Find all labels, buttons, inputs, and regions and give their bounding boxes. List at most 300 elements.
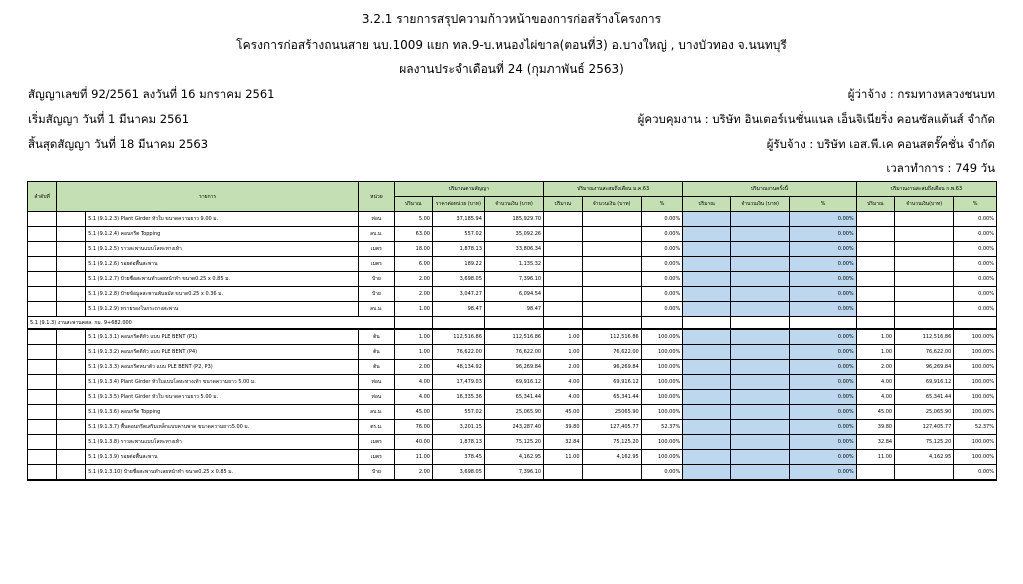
- row-unit: เมตร: [359, 435, 394, 450]
- row-current-amount: [731, 360, 790, 375]
- row-prev-amount: [582, 227, 641, 242]
- row-item: 5.1 (9.1.2.7) ป้ายชื่อสะพานทำเลยหน้าทำ ขนาด0.25 x 0.85 ม.: [86, 272, 359, 287]
- row-contract-amount: 112,516.86: [484, 329, 543, 345]
- row-sub-seq: [57, 390, 86, 405]
- row-unit: ป้าย: [359, 287, 394, 302]
- row-current-amount: [731, 242, 790, 257]
- table-row: [28, 375, 997, 390]
- row-contract-qty: 2.00: [394, 360, 432, 375]
- row-prev-qty: 2.00: [544, 360, 582, 375]
- row-prev-amount: [582, 465, 641, 481]
- row-prev-amount: 69,916.12: [582, 375, 641, 390]
- row-cum-qty: 32.84: [856, 435, 894, 450]
- row-prev-pct: 100.00%: [641, 390, 683, 405]
- row-cum-qty: [856, 242, 894, 257]
- row-contract-qty: 76.00: [394, 420, 432, 435]
- row-seq: [28, 242, 57, 257]
- row-current-qty: [683, 465, 731, 481]
- row-contract-amount: 96,269.84: [484, 360, 543, 375]
- row-current-amount: [731, 257, 790, 272]
- row-current-pct: 0.00%: [790, 272, 856, 287]
- row-current-pct: 0.00%: [790, 360, 856, 375]
- table-row: [28, 212, 997, 227]
- row-item: 5.1 (9.1.3.7) พื้นคอนกรีตเสริมเหล็กแบบคานพาด ขนาดความยาว5.00 ม.: [86, 420, 359, 435]
- col-qty: ปริมาณ: [683, 197, 731, 212]
- row-cum-amount: [895, 302, 954, 317]
- row-prev-amount: 25065.90: [582, 405, 641, 420]
- row-contract-amount: 75,125.20: [484, 435, 543, 450]
- row-item: 5.1 (9.1.2.9) ทรายรองในกระถางสะพาน: [86, 302, 359, 317]
- row-contract-amount: 243,287.40: [484, 420, 543, 435]
- row-current-pct: 0.00%: [790, 465, 856, 481]
- row-contract-amount: 6,094.54: [484, 287, 543, 302]
- row-sub-seq: [57, 450, 86, 465]
- row-cum-amount: [895, 272, 954, 287]
- row-current-qty: [683, 287, 731, 302]
- row-seq: [28, 420, 57, 435]
- row-current-qty: [683, 257, 731, 272]
- table-row: [28, 390, 997, 405]
- row-contract-amount: 7,396.10: [484, 272, 543, 287]
- row-prev-qty: 32.84: [544, 435, 582, 450]
- row-contract-qty: 1.00: [394, 302, 432, 317]
- row-contract-qty: 4.00: [394, 375, 432, 390]
- row-item: 5.1 (9.1.3.4) Plant Girder หัวใบแบบโลหะทางเท้า ขนาดความยาว 5.00 ม.: [86, 375, 359, 390]
- row-prev-pct: 100.00%: [641, 375, 683, 390]
- row-seq: [28, 287, 57, 302]
- row-prev-amount: [582, 257, 641, 272]
- row-cum-qty: [856, 287, 894, 302]
- row-current-qty: [683, 390, 731, 405]
- row-prev-pct: 100.00%: [641, 450, 683, 465]
- row-cum-qty: 4.00: [856, 375, 894, 390]
- col-qty: ปริมาณ: [856, 197, 894, 212]
- row-cum-amount: [895, 242, 954, 257]
- row-cum-qty: [856, 302, 894, 317]
- contractor: ผู้รับจ้าง : บริษัท เอส.พี.เค คอนสตรั๊คชั่น จำกัด: [766, 137, 995, 151]
- table-row: [28, 242, 997, 257]
- row-prev-qty: 11.00: [544, 450, 582, 465]
- row-contract-qty: 2.00: [394, 272, 432, 287]
- row-unit-price: 98.47: [432, 302, 484, 317]
- row-contract-qty: 4.00: [394, 390, 432, 405]
- row-sub-seq: [57, 405, 86, 420]
- table-row: [28, 420, 997, 435]
- table-row: [28, 465, 997, 481]
- row-unit-price: 378.45: [432, 450, 484, 465]
- row-current-pct: 0.00%: [790, 390, 856, 405]
- row-sub-seq: [57, 302, 86, 317]
- row-prev-qty: 39.80: [544, 420, 582, 435]
- row-prev-amount: [582, 302, 641, 317]
- row-seq: [28, 390, 57, 405]
- row-current-amount: [731, 329, 790, 345]
- row-sub-seq: [57, 360, 86, 375]
- group-row: [28, 317, 997, 330]
- row-sub-seq: [57, 420, 86, 435]
- row-current-qty: [683, 329, 731, 345]
- row-cum-amount: 96,269.84: [895, 360, 954, 375]
- items-header: รายการ: [57, 182, 359, 212]
- row-contract-amount: 98.47: [484, 302, 543, 317]
- row-unit-price: 76,622.00: [432, 345, 484, 360]
- row-sub-seq: [57, 465, 86, 481]
- row-unit-price: 37,185.94: [432, 212, 484, 227]
- row-cum-amount: 75,125.20: [895, 435, 954, 450]
- row-sub-seq: [57, 272, 86, 287]
- row-unit-price: 557.02: [432, 405, 484, 420]
- row-sub-seq: [57, 227, 86, 242]
- row-item: 5.1 (9.1.2.4) คอนกรีต Topping: [86, 227, 359, 242]
- table-group-section: [28, 317, 997, 330]
- row-prev-pct: 0.00%: [641, 272, 683, 287]
- row-cum-amount: [895, 227, 954, 242]
- table-row: [28, 405, 997, 420]
- row-cum-qty: 4.00: [856, 390, 894, 405]
- row-contract-qty: 2.00: [394, 465, 432, 481]
- row-item: 5.1 (9.1.2.3) Plant Girder หัวใบ ขนาดความยาว 9.00 ม.: [86, 212, 359, 227]
- row-seq: [28, 450, 57, 465]
- row-seq: [28, 375, 57, 390]
- group-label: 5.1 (9.1.3) งานสะพานคสล. กม. 9+682.000: [28, 317, 395, 330]
- contract-number: สัญญาเลขที่ 92/2561 ลงวันที่ 16 มกราคม 2561: [28, 87, 275, 101]
- contract-start: เริ่มสัญญา วันที่ 1 มีนาคม 2561: [28, 112, 190, 126]
- row-unit-price: 17,479.03: [432, 375, 484, 390]
- row-prev-amount: [582, 242, 641, 257]
- row-current-qty: [683, 345, 731, 360]
- row-current-pct: 0.00%: [790, 420, 856, 435]
- row-contract-amount: 65,341.44: [484, 390, 543, 405]
- row-unit-price: 48,134.92: [432, 360, 484, 375]
- row-current-pct: 0.00%: [790, 375, 856, 390]
- row-cum-qty: 2.00: [856, 360, 894, 375]
- row-cum-qty: 45.00: [856, 405, 894, 420]
- row-prev-amount: 76,622.00: [582, 345, 641, 360]
- row-current-amount: [731, 405, 790, 420]
- row-cum-qty: [856, 272, 894, 287]
- row-unit: เมตร: [359, 257, 394, 272]
- row-prev-qty: [544, 302, 582, 317]
- row-current-amount: [731, 420, 790, 435]
- row-seq: [28, 227, 57, 242]
- row-prev-qty: 45.00: [544, 405, 582, 420]
- cum-header: ปริมาณงานสะสมถึงเดือน ก.พ.63: [856, 182, 996, 197]
- row-item: 5.1 (9.1.3.2) คอนกรีตตีหัว แบบ PLE BENT (P4): [86, 345, 359, 360]
- row-unit-price: 112,516.86: [432, 329, 484, 345]
- row-current-amount: [731, 287, 790, 302]
- row-unit: ตร.ม.: [359, 420, 394, 435]
- row-item: 5.1 (9.1.2.5) ราวสะพานแบบโลหะทางเท้า: [86, 242, 359, 257]
- progress-table: [27, 181, 997, 481]
- row-seq: [28, 405, 57, 420]
- row-prev-pct: 0.00%: [641, 212, 683, 227]
- row-cum-pct: 0.00%: [954, 465, 997, 481]
- table-row: [28, 450, 997, 465]
- row-contract-qty: 45.00: [394, 405, 432, 420]
- row-sub-seq: [57, 375, 86, 390]
- row-cum-qty: 11.00: [856, 450, 894, 465]
- row-seq: [28, 465, 57, 481]
- row-current-qty: [683, 242, 731, 257]
- row-unit-price: 3,047.27: [432, 287, 484, 302]
- row-sub-seq: [57, 242, 86, 257]
- row-cum-pct: 0.00%: [954, 287, 997, 302]
- row-sub-seq: [57, 345, 86, 360]
- row-current-qty: [683, 375, 731, 390]
- table-header-row: [28, 182, 997, 197]
- row-current-amount: [731, 450, 790, 465]
- table-row: [28, 360, 997, 375]
- row-seq: [28, 257, 57, 272]
- row-cum-qty: 1.00: [856, 329, 894, 345]
- table-row: [28, 345, 997, 360]
- row-contract-amount: 185,929.70: [484, 212, 543, 227]
- row-sub-seq: [57, 212, 86, 227]
- row-current-amount: [731, 227, 790, 242]
- row-prev-qty: [544, 287, 582, 302]
- row-cum-qty: [856, 257, 894, 272]
- row-prev-amount: [582, 212, 641, 227]
- row-unit: ป้าย: [359, 272, 394, 287]
- row-cum-pct: 0.00%: [954, 242, 997, 257]
- row-current-qty: [683, 360, 731, 375]
- row-contract-amount: 4,162.95: [484, 450, 543, 465]
- current-header: ปริมาณงานครั้งนี้: [683, 182, 856, 197]
- row-item: 5.1 (9.1.2.6) รอยต่อพื้นสะพาน: [86, 257, 359, 272]
- row-cum-pct: 100.00%: [954, 435, 997, 450]
- row-cum-amount: [895, 465, 954, 481]
- row-seq: [28, 212, 57, 227]
- row-item: 5.1 (9.1.3.6) คอนกรีต Topping: [86, 405, 359, 420]
- contract-end: สิ้นสุดสัญญา วันที่ 18 มีนาคม 2563: [28, 137, 209, 151]
- row-cum-pct: 0.00%: [954, 212, 997, 227]
- row-item: 5.1 (9.1.3.8) ราวสะพานแบบโลหะทางเท้า: [86, 435, 359, 450]
- row-unit: ลบ.ม.: [359, 405, 394, 420]
- row-cum-qty: [856, 465, 894, 481]
- row-cum-pct: 100.00%: [954, 329, 997, 345]
- row-prev-qty: 4.00: [544, 375, 582, 390]
- row-prev-pct: 100.00%: [641, 405, 683, 420]
- row-prev-qty: 1.00: [544, 329, 582, 345]
- row-cum-pct: 100.00%: [954, 360, 997, 375]
- row-contract-qty: 1.00: [394, 345, 432, 360]
- col-qty: ปริมาณ: [394, 197, 432, 212]
- row-prev-qty: [544, 272, 582, 287]
- row-prev-pct: 0.00%: [641, 465, 683, 481]
- row-current-pct: 0.00%: [790, 329, 856, 345]
- row-prev-pct: 0.00%: [641, 257, 683, 272]
- row-unit: ป้าย: [359, 465, 394, 481]
- seq-header: ลำดับที่: [28, 182, 57, 212]
- row-current-amount: [731, 390, 790, 405]
- row-current-qty: [683, 302, 731, 317]
- row-current-qty: [683, 435, 731, 450]
- project-name: โครงการก่อสร้างถนนสาย นบ.1009 แยก ทล.9-บ.หนองไผ่ขาล(ตอนที่3) อ.บางใหญ่ , บางบัวทอง จ.นนทบุรี: [236, 38, 787, 52]
- row-current-pct: 0.00%: [790, 450, 856, 465]
- col-pct: %: [954, 197, 997, 212]
- row-seq: [28, 329, 57, 345]
- table-row: [28, 257, 997, 272]
- row-contract-qty: 5.00: [394, 212, 432, 227]
- table-row: [28, 287, 997, 302]
- row-prev-qty: [544, 465, 582, 481]
- row-contract-amount: 33,806.34: [484, 242, 543, 257]
- row-prev-pct: 100.00%: [641, 435, 683, 450]
- row-prev-amount: 65,341.44: [582, 390, 641, 405]
- row-prev-amount: 127,405.77: [582, 420, 641, 435]
- table-row: [28, 435, 997, 450]
- table-row: [28, 302, 997, 317]
- row-prev-pct: 100.00%: [641, 360, 683, 375]
- unit-header: หน่วย: [359, 182, 394, 212]
- row-sub-seq: [57, 287, 86, 302]
- row-item: 5.1 (9.1.3.5) Plant Girder หัวใบ ขนาดความยาว 5.00 ม.: [86, 390, 359, 405]
- row-cum-amount: 127,405.77: [895, 420, 954, 435]
- row-unit-price: 1,878.13: [432, 242, 484, 257]
- row-current-amount: [731, 465, 790, 481]
- row-unit: ท่อน: [359, 390, 394, 405]
- row-cum-amount: 112,516.86: [895, 329, 954, 345]
- row-contract-qty: 11.00: [394, 450, 432, 465]
- row-current-amount: [731, 302, 790, 317]
- row-prev-qty: [544, 242, 582, 257]
- col-pct: %: [641, 197, 683, 212]
- row-prev-amount: 4,162.95: [582, 450, 641, 465]
- row-contract-qty: 6.00: [394, 257, 432, 272]
- row-prev-amount: 112,516.86: [582, 329, 641, 345]
- row-seq: [28, 435, 57, 450]
- prev-header: ปริมาณงานสะสมถึงเดือน ม.ค.63: [544, 182, 683, 197]
- work-duration: เวลาทำการ : 749 วัน: [886, 161, 995, 175]
- row-prev-qty: [544, 227, 582, 242]
- row-current-qty: [683, 227, 731, 242]
- row-contract-amount: 25,065.90: [484, 405, 543, 420]
- row-current-qty: [683, 272, 731, 287]
- row-current-qty: [683, 450, 731, 465]
- row-current-pct: 0.00%: [790, 287, 856, 302]
- row-cum-pct: 52.37%: [954, 420, 997, 435]
- row-prev-amount: 96,269.84: [582, 360, 641, 375]
- row-contract-amount: 7,396.10: [484, 465, 543, 481]
- row-item: 5.1 (9.1.2.8) ป้ายข้อมูลสะพานพันธมัส ขนาด0.25 x 0.36 ม.: [86, 287, 359, 302]
- row-current-pct: 0.00%: [790, 242, 856, 257]
- row-seq: [28, 302, 57, 317]
- row-current-pct: 0.00%: [790, 227, 856, 242]
- row-prev-amount: [582, 287, 641, 302]
- row-cum-amount: 4,162.95: [895, 450, 954, 465]
- row-seq: [28, 272, 57, 287]
- row-current-amount: [731, 272, 790, 287]
- row-cum-amount: [895, 257, 954, 272]
- row-prev-qty: [544, 212, 582, 227]
- report-title: 3.2.1 รายการสรุปความก้าวหน้าของการก่อสร้างโครงการ: [361, 12, 662, 26]
- row-seq: [28, 345, 57, 360]
- row-contract-qty: 40.00: [394, 435, 432, 450]
- col-amount: จำนวนเงิน (บาท): [582, 197, 641, 212]
- row-contract-qty: 63.00: [394, 227, 432, 242]
- row-current-amount: [731, 375, 790, 390]
- row-current-amount: [731, 212, 790, 227]
- contract-header: ปริมาณตามสัญญา: [394, 182, 544, 197]
- employer: ผู้ว่าจ้าง : กรมทางหลวงชนบท: [847, 87, 995, 101]
- row-unit: ต้น: [359, 329, 394, 345]
- row-contract-qty: 2.00: [394, 287, 432, 302]
- row-prev-pct: 0.00%: [641, 302, 683, 317]
- row-unit: ลบ.ม.: [359, 227, 394, 242]
- col-amount: จำนวนเงิน (บาท): [484, 197, 543, 212]
- row-cum-qty: 1.00: [856, 345, 894, 360]
- row-unit: ลบ.ม.: [359, 302, 394, 317]
- row-prev-qty: [544, 257, 582, 272]
- row-current-qty: [683, 212, 731, 227]
- row-unit-price: 3,698.05: [432, 272, 484, 287]
- row-contract-amount: 1,135.32: [484, 257, 543, 272]
- row-unit: ท่อน: [359, 212, 394, 227]
- col-unit-price: ราคาต่อหน่วย (บาท): [432, 197, 484, 212]
- row-prev-pct: 100.00%: [641, 345, 683, 360]
- row-current-qty: [683, 405, 731, 420]
- row-unit-price: 189.22: [432, 257, 484, 272]
- row-cum-amount: 69,916.12: [895, 375, 954, 390]
- row-current-pct: 0.00%: [790, 345, 856, 360]
- row-sub-seq: [57, 257, 86, 272]
- row-current-qty: [683, 420, 731, 435]
- table-body-section-2: [28, 329, 997, 480]
- col-amount: จำนวนเงิน (บาท): [731, 197, 790, 212]
- row-contract-amount: 76,622.00: [484, 345, 543, 360]
- col-pct: %: [790, 197, 856, 212]
- table-row: [28, 227, 997, 242]
- table-body-section-1: [28, 212, 997, 317]
- row-item: 5.1 (9.1.3.9) รอยต่อพื้นสะพาน: [86, 450, 359, 465]
- row-cum-qty: [856, 227, 894, 242]
- row-unit-price: 3,201.15: [432, 420, 484, 435]
- row-current-pct: 0.00%: [790, 405, 856, 420]
- row-cum-pct: 0.00%: [954, 302, 997, 317]
- row-cum-amount: 76,622.00: [895, 345, 954, 360]
- row-current-pct: 0.00%: [790, 435, 856, 450]
- row-unit: ต้น: [359, 345, 394, 360]
- row-prev-pct: 0.00%: [641, 227, 683, 242]
- row-unit: ต้น: [359, 360, 394, 375]
- row-cum-pct: 100.00%: [954, 390, 997, 405]
- row-unit: เมตร: [359, 450, 394, 465]
- row-item: 5.1 (9.1.3.3) คอนกรีตหนาตัว แบบ PLE BENT (P2, P3): [86, 360, 359, 375]
- row-item: 5.1 (9.1.3.1) คอนกรีตตีหัว แบบ PLE BENT (P1): [86, 329, 359, 345]
- row-cum-pct: 100.00%: [954, 345, 997, 360]
- supervisor: ผู้ควบคุมงาน : บริษัท อินเตอร์เนชั่นแนล เอ็นจิเนียริ่ง คอนซัลแต้นส์ จำกัด: [637, 112, 995, 126]
- row-contract-amount: 69,916.12: [484, 375, 543, 390]
- col-qty: ปริมาณ: [544, 197, 582, 212]
- row-current-amount: [731, 435, 790, 450]
- row-current-pct: 0.00%: [790, 212, 856, 227]
- row-current-pct: 0.00%: [790, 302, 856, 317]
- row-unit-price: 3,698.05: [432, 465, 484, 481]
- row-prev-amount: [582, 272, 641, 287]
- row-prev-pct: 0.00%: [641, 242, 683, 257]
- row-prev-qty: 4.00: [544, 390, 582, 405]
- row-contract-amount: 35,092.26: [484, 227, 543, 242]
- row-contract-qty: 18.00: [394, 242, 432, 257]
- row-cum-pct: 0.00%: [954, 227, 997, 242]
- row-unit-price: 16,335.36: [432, 390, 484, 405]
- table-row: [28, 272, 997, 287]
- row-cum-pct: 100.00%: [954, 450, 997, 465]
- row-item: 5.1 (9.1.3.10) ป้ายชื่อสะพานทำเลยหน้าทำ ขนาด0.25 x 0.85 ม.: [86, 465, 359, 481]
- report-period: ผลงานประจำเดือนที่ 24 (กุมภาพันธ์ 2563): [399, 62, 624, 76]
- row-prev-qty: 1.00: [544, 345, 582, 360]
- row-prev-pct: 100.00%: [641, 329, 683, 345]
